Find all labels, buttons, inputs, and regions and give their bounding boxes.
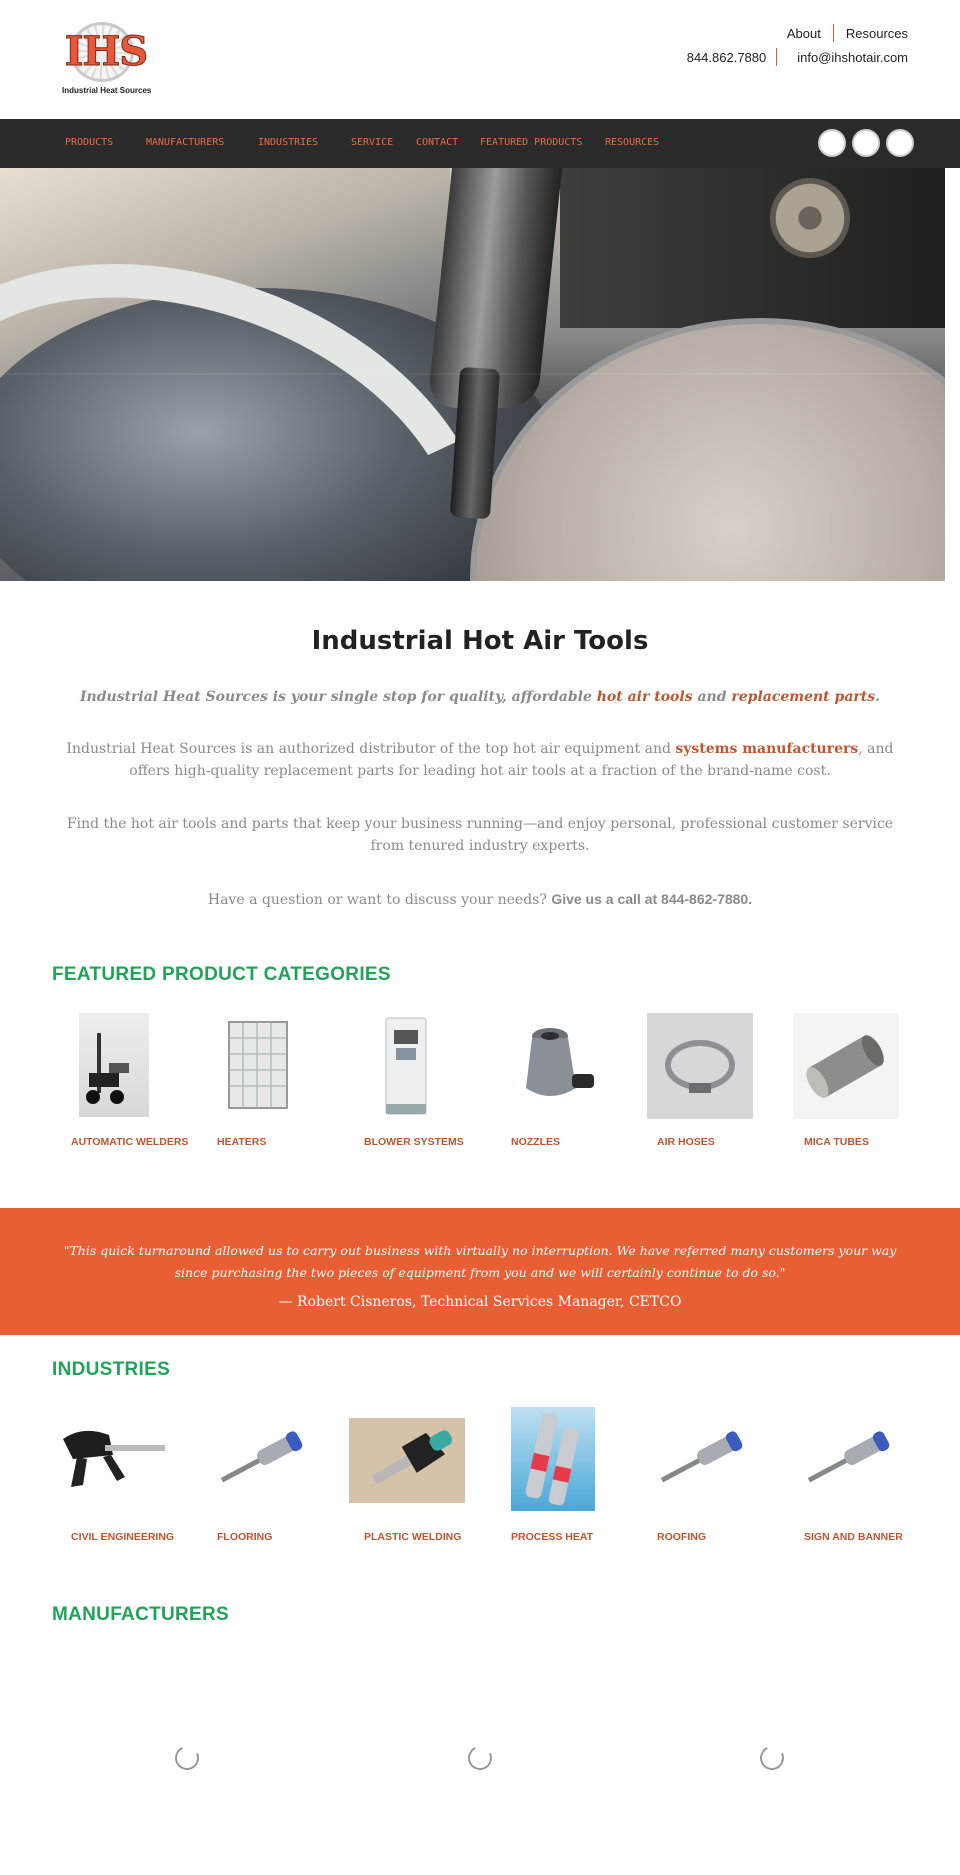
flooring-tool-image: [213, 1425, 309, 1495]
nav-products[interactable]: PRODUCTS: [65, 137, 114, 148]
loading-spinner-icon: [757, 1743, 788, 1774]
process-heat-image: [511, 1407, 595, 1511]
intro-paragraph-2: Find the hot air tools and parts that keep your business running—and enjoy personal, professional customer service from tenured industry experts.: [66, 816, 894, 854]
nav-contact[interactable]: CONTACT: [416, 137, 459, 148]
industry-label[interactable]: FLOORING: [217, 1531, 273, 1543]
industry-label[interactable]: PLASTIC WELDING: [364, 1531, 462, 1543]
automatic-welder-image: [79, 1013, 149, 1117]
category-label[interactable]: AUTOMATIC WELDERS: [71, 1136, 189, 1148]
air-hose-image: [647, 1013, 753, 1119]
manufacturers-title: MANUFACTURERS: [52, 1604, 230, 1625]
ihs-logo[interactable]: [62, 22, 150, 98]
civil-engineering-image: [53, 1419, 171, 1499]
intro-paragraph-3: Have a question or want to discuss your needs? Give us a call at 844-862-7880.: [207, 891, 753, 908]
nav-manufacturers[interactable]: MANUFACTURERS: [146, 137, 225, 148]
loading-spinner-icon: [465, 1743, 496, 1774]
header-phone[interactable]: 844.862.7880: [686, 49, 767, 65]
testimonial-quote: "This quick turnaround allowed us to carry out business with virtually no interruption. We have referred many customers your way since purchasing the two pieces of equipment from you and we will certainly continue to do so.": [63, 1243, 897, 1280]
site-header: [0, 0, 960, 119]
nav-resources[interactable]: RESOURCES: [605, 137, 660, 148]
main-nav: [0, 119, 960, 168]
divider: [776, 48, 777, 66]
top-links: [787, 24, 908, 42]
nozzle-image: [506, 1018, 602, 1114]
industry-label[interactable]: PROCESS HEAT: [511, 1531, 594, 1543]
logo-tagline: Industrial Heat Sources: [62, 86, 152, 95]
mica-tube-image: [793, 1013, 899, 1119]
heater-image: [225, 1020, 291, 1112]
industry-label[interactable]: ROOFING: [657, 1531, 706, 1543]
featured-title: FEATURED PRODUCT CATEGORIES: [52, 964, 391, 985]
top-link-about[interactable]: About: [786, 25, 821, 41]
industry-label[interactable]: SIGN AND BANNER: [804, 1531, 903, 1543]
sign-banner-tool-image: [800, 1425, 896, 1495]
nav-featured-products[interactable]: FEATURED PRODUCTS: [480, 137, 583, 148]
industry-label[interactable]: CIVIL ENGINEERING: [71, 1531, 175, 1543]
industries-title: INDUSTRIES: [52, 1359, 171, 1380]
intro-tagline: Industrial Heat Sources is your single stop for quality, affordable hot air tools and replacement parts.: [80, 689, 880, 705]
nav-industries[interactable]: INDUSTRIES: [258, 137, 319, 148]
intro-paragraph-1: Industrial Heat Sources is an authorized distributor of the top hot air equipment and systems manufacturers, and offers high-quality replacement parts for leading hot air tools at a fraction of the brand-name cost.: [66, 741, 894, 779]
testimonial-author: — Robert Cisneros, Technical Services Manager, CETCO: [278, 1294, 682, 1310]
social-icon[interactable]: [818, 129, 846, 157]
loading-spinner-icon: [172, 1743, 203, 1774]
call-cta[interactable]: Give us a call at 844-862-7880.: [551, 891, 753, 907]
logo-letters: IHS: [64, 28, 148, 75]
category-label[interactable]: MICA TUBES: [804, 1136, 869, 1148]
divider: [833, 24, 834, 42]
social-icon[interactable]: [852, 129, 880, 157]
category-label[interactable]: HEATERS: [217, 1136, 267, 1148]
header-email[interactable]: info@ihshotair.com: [797, 49, 908, 65]
testimonial-banner: [0, 1208, 960, 1335]
replacement-parts-link[interactable]: replacement parts: [731, 689, 876, 705]
top-link-resources[interactable]: Resources: [845, 25, 908, 41]
nav-service[interactable]: SERVICE: [351, 137, 394, 148]
category-label[interactable]: BLOWER SYSTEMS: [364, 1136, 464, 1148]
blower-system-image: [380, 1016, 432, 1116]
hot-air-tools-link[interactable]: hot air tools: [596, 689, 693, 705]
roofing-tool-image: [653, 1425, 749, 1495]
social-icon[interactable]: [886, 129, 914, 157]
page-title: Industrial Hot Air Tools: [311, 626, 649, 656]
category-label[interactable]: NOZZLES: [511, 1136, 560, 1148]
plastic-welding-image: [349, 1418, 465, 1503]
hero-image: [0, 168, 945, 581]
top-contact: [687, 48, 908, 66]
category-label[interactable]: AIR HOSES: [657, 1136, 715, 1148]
systems-manufacturers-link[interactable]: systems manufacturers: [675, 741, 859, 757]
